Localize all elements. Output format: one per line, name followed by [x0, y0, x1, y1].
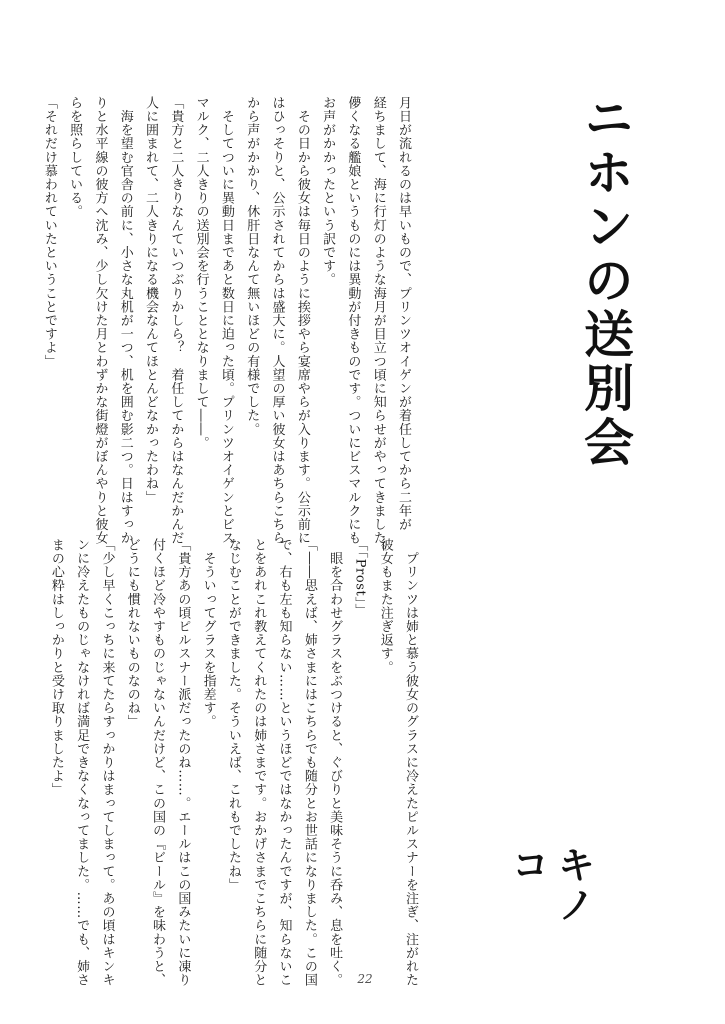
lower-text-block: プリンツは姉と慕う彼女のグラスに冷えたピルスナーを注ぎ、注がれた 彼女もまた注ぎ返す。 「「Prost」」 眼を合わせグラスをぶつけると、ぐびりと美味そうに呑み、息を吐く。 「――思えば、姉さまにはこちらでも随分とお世話になりました。この国 で、右も左も知らない……というほどではなかったんですが、知らないこ とをあれこれ教えてくれたのは姉さまです。おかげさまでこちらに随分と なじむことができました。そういえば、これもでしたね」 そういってグラスを指差す。 「貴方あの頃ピルスナー派だったのね……。エールはこの国みたいに凍り 付くほど冷やすものじゃないんだけど、この国の『ビール』を味わうと、 どうにも慣れないものなのね」 「少し早くこっちに来てたらすっかりはまってしまって。あの頃はキンキ ンに冷えたものじゃなければ満足できなくなってました。……でも、姉さ まの心粋はしっかりと受け取りましたよ」: [48, 538, 418, 987]
author-name: キノコ: [505, 845, 595, 925]
page-number: 22: [357, 972, 373, 986]
story-title: ニホンの送別会: [576, 92, 634, 470]
upper-text-block: 月日が流れるのは早いもので、プリンツオイゲンが着任してから二年が 経ちまして、海に行灯のような海月が目立つ頃に知らせがやってきました。 儚くなる艦娘というものには異動が付きものです。ついにビスマルクにも お声がかかったという訳です。 その日から彼女は毎日のように挨拶やら宴席やらが入ります。公示前に はひっそりと、公示されてからは盛大に。人望の厚い彼女はあちらこちら から声がかかり、休肝日なんて無いほどの有様でした。 そしてついに異動日まであと数日に迫った頃。プリンツオイゲンとビス マルク、二人きりの送別会を行うこととなりまして――。 「貴方と二人きりなんていつぶりかしら？ 着任してからはなんだかんだ 人に囲まれて、二人きりになる機会なんてほとんどなかったわね」 海を望む官舎の前に、小さな丸机が一つ、机を囲む影二つ。日はすっか りと水平線の彼方へ沈み、少し欠けた月とわずかな街燈がぼんやりと彼女 らを照らしている。 「それだけ慕われていたということですよ」: [41, 96, 411, 559]
